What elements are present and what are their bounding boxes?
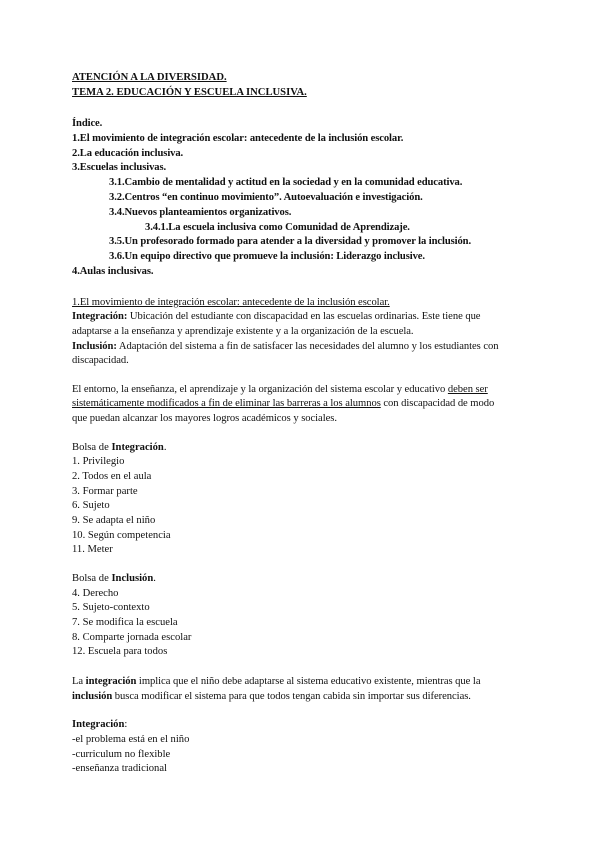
spacer (72, 558, 532, 572)
list-item: 4. Derecho (72, 587, 119, 599)
spacer (72, 100, 532, 117)
bold-term: Integración (111, 441, 164, 453)
definition-inclusion (72, 340, 532, 355)
text-run: El entorno, la enseñanza, el aprendizaje y la organización del sistema escolar y educativo (72, 383, 448, 395)
list-item: -enseñanza tradicional (72, 763, 167, 775)
spacer (72, 660, 532, 675)
bold-term: inclusión (72, 690, 113, 702)
list-item: 9. Se adapta el niño (72, 514, 156, 526)
index-item: 3.2.Centros “en continuo movimiento”. Autoevaluación e investigación. (109, 191, 423, 203)
index-item: 1.El movimiento de integración escolar: antecedente de la inclusión escolar. (72, 132, 404, 144)
definition-text: Ubicación del estudiante con discapacidad en las escuelas ordinarias. Este tiene que (127, 311, 481, 323)
paragraph-line (72, 383, 532, 398)
spacer (72, 280, 532, 296)
text-run: busca modificar el sistema para que todos tengan cabida sin importar sus diferencias. (112, 690, 471, 702)
spacer (72, 369, 532, 383)
list-item: 3. Formar parte (72, 485, 138, 497)
index-item: 3.5.Un profesorado formado para atender a la diversidad y promover la inclusión. (109, 236, 472, 248)
section-heading: 1.El movimiento de integración escolar: antecedente de la inclusión escolar. (72, 296, 390, 308)
index-item: 3.4.Nuevos planteamientos organizativos. (109, 206, 292, 218)
list-item: -curriculum no flexible (72, 748, 171, 760)
spacer (72, 427, 532, 441)
index-item: 3.6.Un equipo directivo que promueve la inclusión: Liderazgo inclusive. (109, 251, 425, 263)
document-title: ATENCIÓN A LA DIVERSIDAD. (72, 72, 227, 83)
document-subtitle: TEMA 2. EDUCACIÓN Y ESCUELA INCLUSIVA. (72, 87, 307, 98)
list-item: -el problema está en el niño (72, 734, 190, 746)
text-run: La (72, 676, 86, 688)
definition-text: Adaptación del sistema a fin de satisfacer las necesidades del alumno y los estudiantes con (116, 340, 499, 352)
underlined-text: deben ser (447, 383, 488, 395)
list-item: 10. Según competencia (72, 529, 171, 541)
bolsa-inclusion-heading (72, 572, 532, 587)
text-run: : (124, 719, 128, 731)
paragraph-line (72, 397, 532, 412)
definition-text: adaptarse a la enseñanza y aprendizaje existente y a la organización de la escuela. (72, 325, 414, 337)
integracion-list-heading (72, 718, 532, 733)
list-item: 7. Se modifica la escuela (72, 617, 178, 629)
text-run: Bolsa de (72, 441, 112, 453)
list-item: 2. Todos en el aula (72, 470, 152, 482)
index-item: 3.1.Cambio de mentalidad y actitud en la sociedad y en la comunidad educativa. (109, 177, 463, 189)
bold-term: Inclusión (111, 573, 154, 585)
paragraph-line: que puedan alcanzar los mayores logros académicos y sociales. (72, 412, 337, 424)
definition-text: discapacidad. (72, 355, 129, 367)
list-item: 1. Privilegio (72, 456, 125, 468)
underlined-text: sistemáticamente modificados a fin de eliminar las barreras a los alumnos (72, 398, 381, 410)
index-heading: Índice. (72, 118, 103, 129)
index-item: 3.Escuelas inclusivas. (72, 162, 167, 174)
text-run: . (163, 441, 167, 453)
list-item: 12. Escuela para todos (72, 646, 168, 658)
bold-term: Integración (72, 719, 125, 731)
list-item: 5. Sujeto-contexto (72, 602, 150, 614)
text-run: implica que el niño debe adaptarse al sistema educativo existente, mientras que la (136, 676, 481, 688)
term-label: Inclusión: (72, 340, 117, 352)
summary-line (72, 690, 532, 705)
text-run: Bolsa de (72, 573, 112, 585)
spacer (72, 704, 532, 718)
bold-term: integración (85, 676, 137, 688)
index-item: 4.Aulas inclusivas. (72, 265, 154, 277)
index-item: 2.La educación inclusiva. (72, 147, 184, 159)
term-label: Integración: (72, 311, 128, 323)
list-item: 11. Meter (72, 544, 113, 556)
summary-line (72, 675, 532, 690)
definition-integracion (72, 310, 532, 325)
list-item: 6. Sujeto (72, 500, 110, 512)
list-item: 8. Comparte jornada escolar (72, 631, 192, 643)
bolsa-integracion-heading (72, 441, 532, 456)
document-page (72, 70, 532, 777)
text-run: con discapacidad de modo (380, 398, 495, 410)
index-item: 3.4.1.La escuela inclusiva como Comunidad de Aprendizaje. (145, 221, 410, 233)
text-run: . (153, 573, 156, 585)
